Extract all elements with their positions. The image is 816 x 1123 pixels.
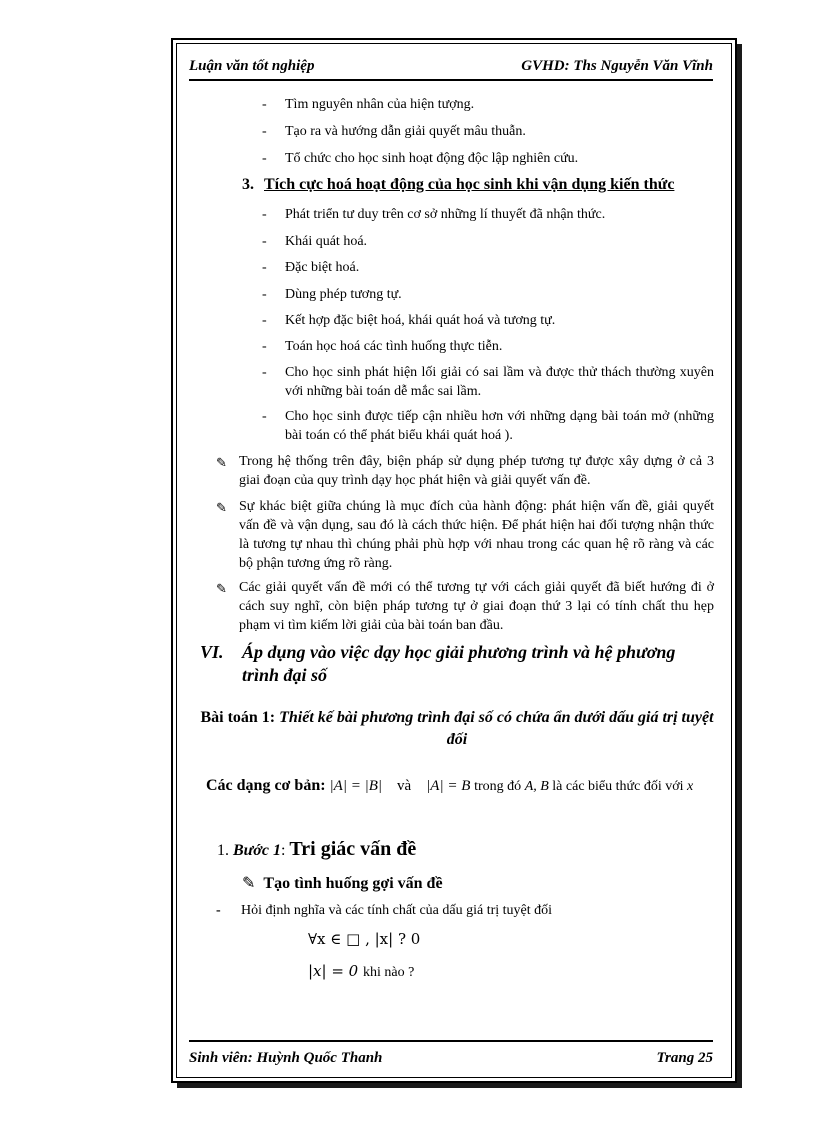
formula-2: |A| = B	[426, 778, 471, 794]
page-border-shadow-right	[737, 44, 742, 1088]
pencil-icon: ✎	[216, 455, 227, 470]
basic-forms: Các dạng cơ bản: |A| = |B| và |A| = B trong đó A, B là các biểu thức đối với x	[206, 777, 694, 794]
note-item: ✎ Sự khác biệt giữa chúng là mục đích của hành động: phát hiện vấn đề, giải quyết vấn đề và vận dụng, sau đó là cách thức hiện. Để phát hiện hai đối tượng nhận thức là tương tự nhau thì chúng phải phù hợp với nhau trong các quan hệ rõ ràng và các bộ phận tương ứng rõ ràng.	[216, 499, 714, 571]
question-item: - Hỏi định nghĩa và các tính chất của dấu giá trị tuyệt đối	[216, 903, 553, 918]
list-item: - Cho học sinh phát hiện lối giải có sai lầm và được thử thách thường xuyên với những bài toán dễ mắc sai lầm.	[262, 365, 714, 399]
header-rule	[189, 79, 713, 81]
page-border-shadow-bottom	[177, 1083, 742, 1088]
math-line-2: |x| = 0 khi nào ?	[308, 962, 415, 980]
section-number: VI.	[200, 642, 224, 662]
header-right: GVHD: Ths Nguyễn Văn Vĩnh	[521, 58, 713, 74]
list-item: - Đặc biệt hoá.	[262, 260, 360, 275]
list-item: - Phát triển tư duy trên cơ sở những lí thuyết đã nhận thức.	[262, 207, 606, 222]
section-title: Tích cực hoá hoạt động của học sinh khi vận dụng kiến thức	[264, 176, 675, 193]
list-item: - Tổ chức cho học sinh hoạt động độc lập nghiên cứu.	[262, 151, 579, 166]
pencil-icon: ✎	[242, 875, 256, 892]
note-item: ✎ Các giải quyết vấn đề mới có thể tương tự với cách giải quyết đã biết hướng đi ở cách suy nghĩ, còn biện pháp tương tự ở giai đoạn thứ 3 lại có tính chất thu hẹp phạm vi tìm kiếm lời giải của bài toán ban đầu.	[216, 580, 714, 633]
section-number: 3.	[242, 176, 254, 193]
section-3-heading	[242, 176, 674, 194]
section-vi-heading	[200, 641, 714, 687]
problem-heading: Bài toán 1: Thiết kế bài phương trình đại số có chứa ẩn dưới dấu giá trị tuyệt đối	[200, 709, 714, 748]
list-item: - Tìm nguyên nhân của hiện tượng.	[262, 97, 475, 112]
step-1-heading: 1. Bước 1: Tri giác vấn đề	[217, 838, 417, 860]
pencil-icon: ✎	[216, 500, 227, 515]
list-item: - Kết hợp đặc biệt hoá, khái quát hoá và tương tự.	[262, 313, 556, 328]
formula-1: |A| = |B|	[329, 778, 382, 794]
pencil-icon: ✎	[216, 581, 227, 596]
list-item: - Khái quát hoá.	[262, 234, 368, 249]
footer-right: Trang 25	[656, 1050, 713, 1066]
note-item: ✎ Trong hệ thống trên đây, biện pháp sử dụng phép tương tự được xây dựng ở cả 3 giai đoạn của quy trình dạy học phát hiện và giải quyết vấn đề.	[216, 454, 714, 488]
page-header	[189, 58, 713, 75]
footer-left: Sinh viên: Huỳnh Quốc Thanh	[189, 1050, 383, 1066]
math-line-1: ∀x ∈ □ , |x| ? 0	[308, 930, 421, 948]
section-title: Áp dụng vào việc dạy học giải phương trình và hệ phương trình đại số	[242, 642, 676, 685]
header-left: Luận văn tốt nghiệp	[189, 58, 315, 74]
page-footer	[189, 1050, 713, 1067]
list-item: - Cho học sinh được tiếp cận nhiều hơn với những dạng bài toán mở (những bài toán có thể phát biểu khái quát hoá ).	[262, 409, 714, 443]
list-item: - Tạo ra và hướng dẫn giải quyết mâu thuẫn.	[262, 124, 526, 139]
situation-heading: ✎ Tạo tình huống gợi vấn đề	[242, 875, 443, 892]
list-item: - Dùng phép tương tự.	[262, 287, 402, 302]
list-item: - Toán học hoá các tình huống thực tiễn.	[262, 339, 503, 354]
footer-rule	[189, 1040, 713, 1042]
